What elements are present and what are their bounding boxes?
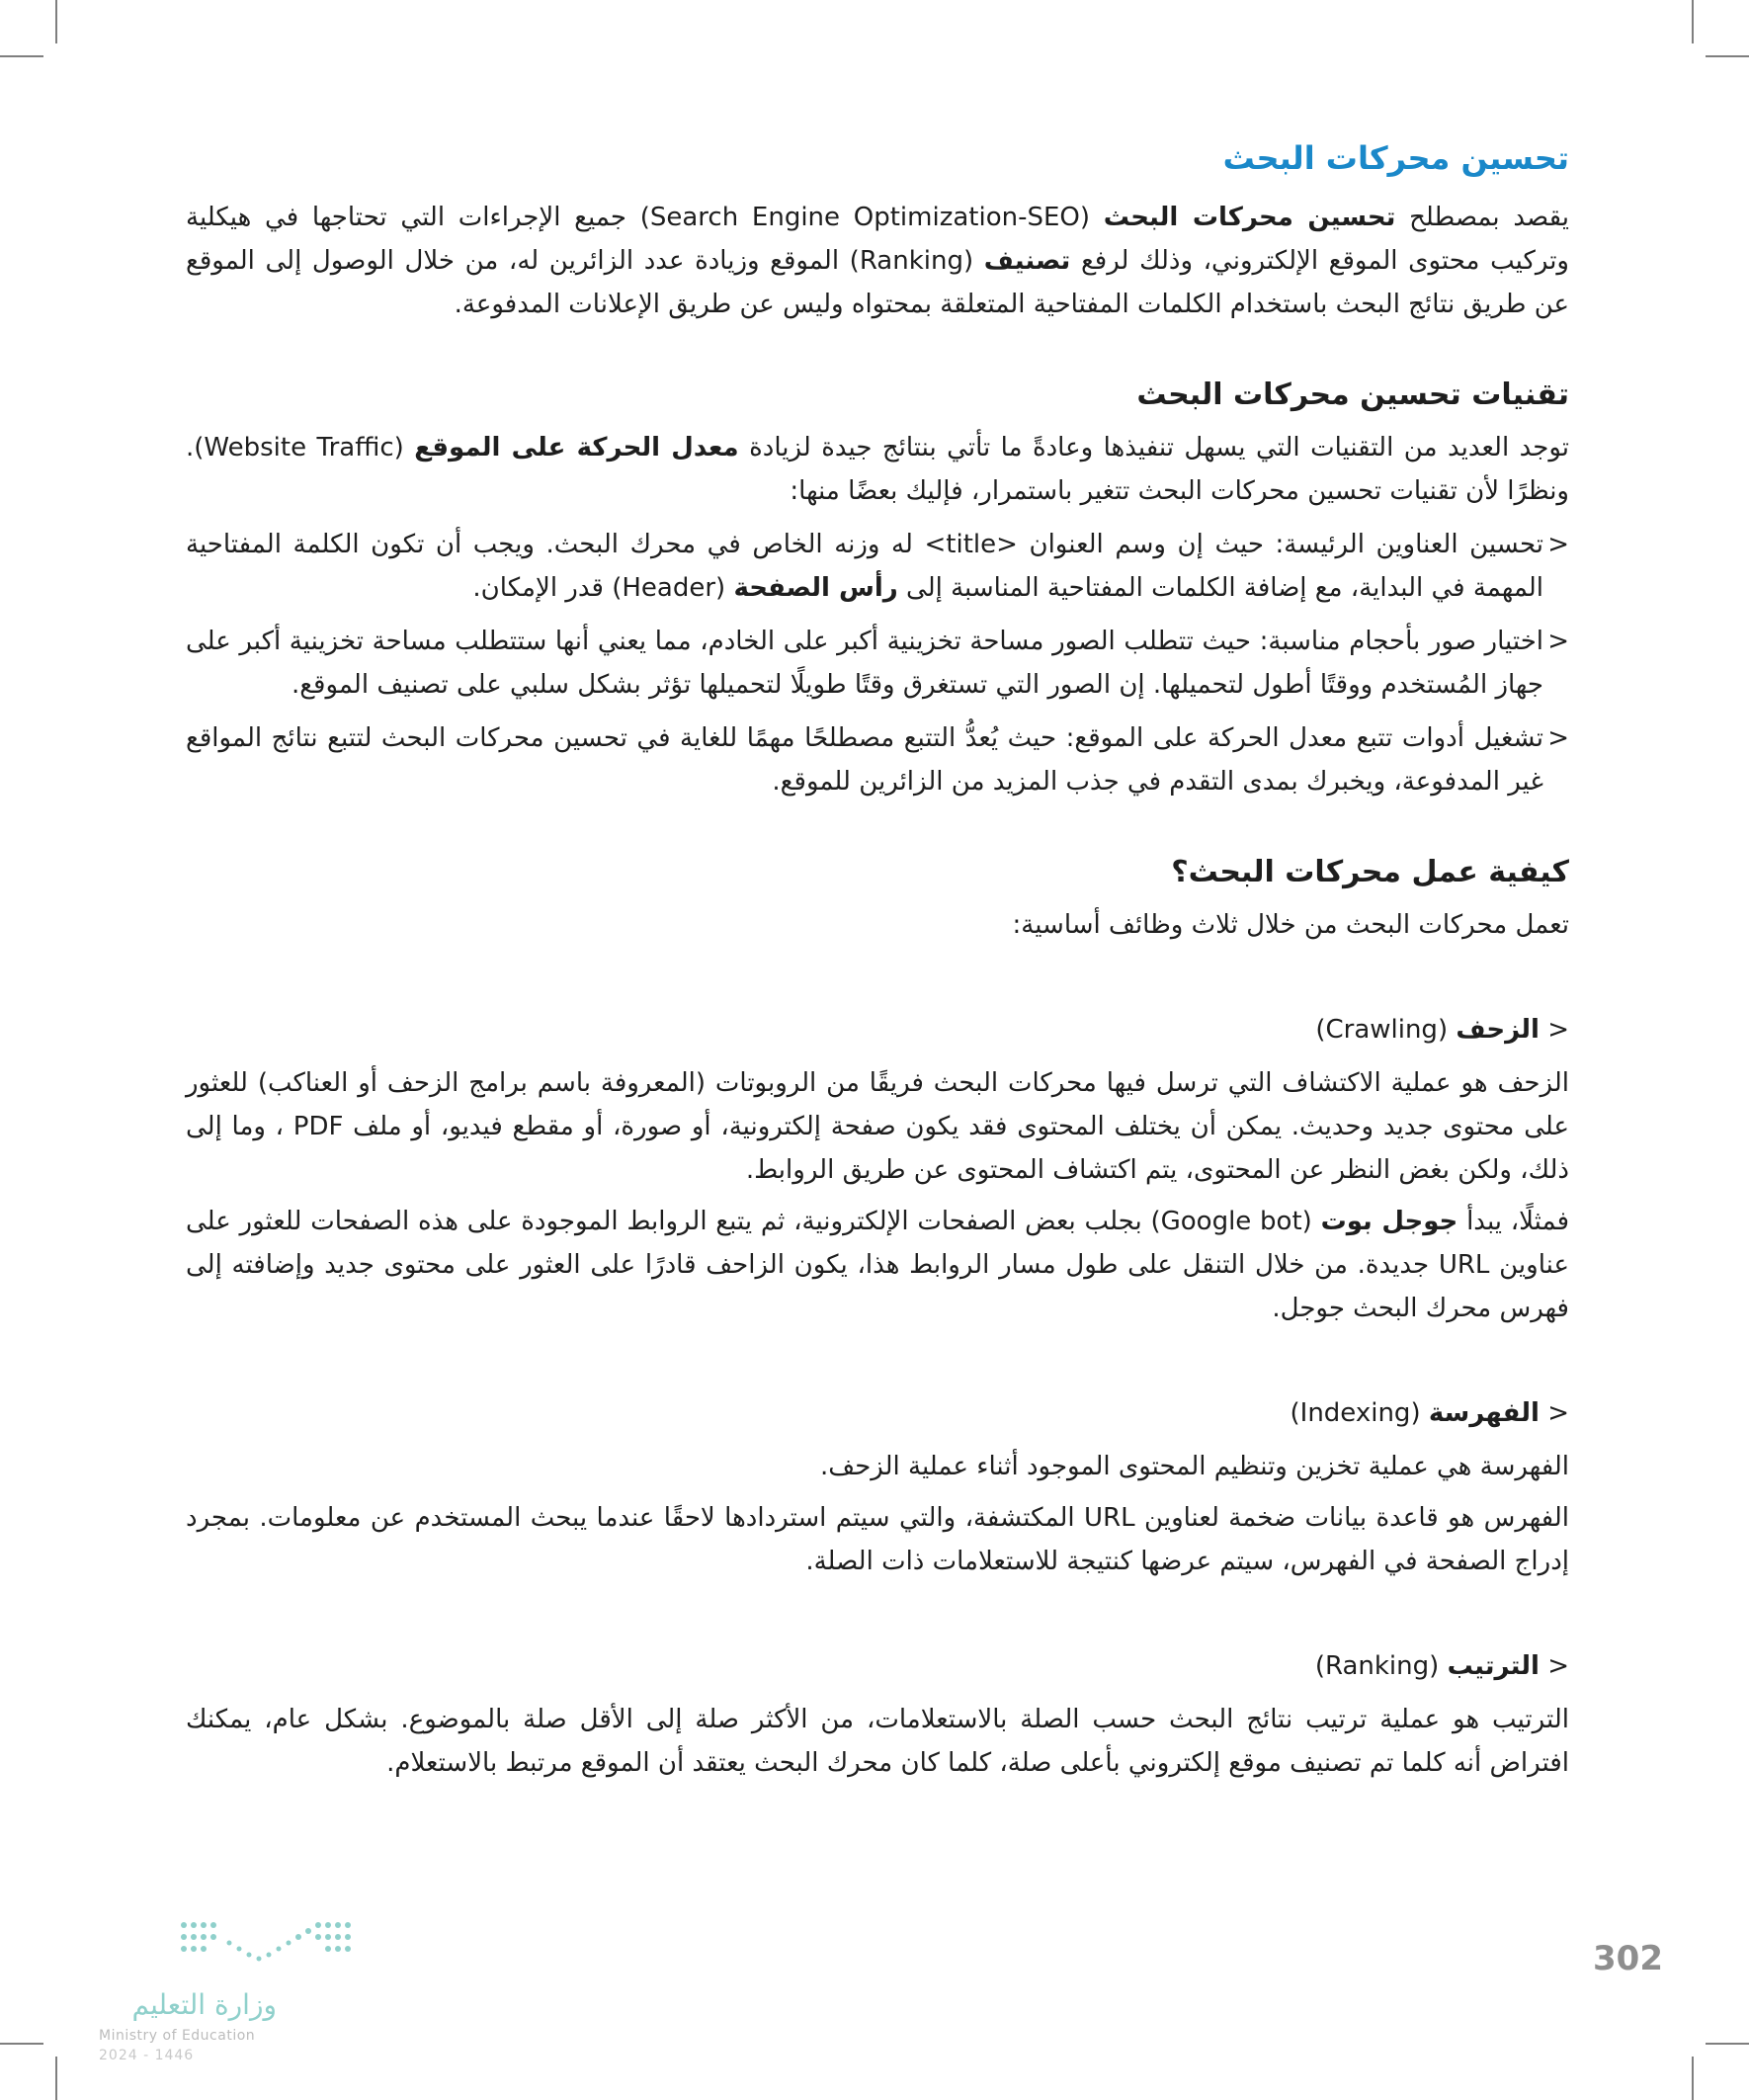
logo-year: 2024 - 1446 (99, 2048, 195, 2063)
bullet-item (186, 620, 1569, 707)
ranking-paragraph: الترتيب هو عملية ترتيب نتائج البحث حسب الصلة بالاستعلامات، من الأكثر صلة إلى الأقل صلة بالموضوع. بشكل عام، يمكنك افتراض أنه كلما تم تصنيف موقع إلكتروني بأعلى صلة، كلما كان محرك البحث يعتقد أن الموقع مرتبط بالاستعلام. (186, 1704, 1569, 1778)
crawling-example (186, 1200, 1569, 1330)
text: (Ranking) الموقع وزيادة عدد الزائرين له، من خلال الوصول إلى الموقع عن طريق نتائج البحث باستخدام الكلمات المفتاحية المتعلقة بمحتواه وليس عن طريق الإعلانات المدفوعة. (186, 245, 1569, 319)
bullet-marker: < (1547, 1397, 1569, 1428)
page-number: 302 (1593, 1939, 1663, 1978)
logo-english-text: Ministry of Education (99, 2028, 256, 2044)
term-crawling (186, 1008, 1569, 1051)
bullet-marker: < (1547, 626, 1569, 656)
text: (Website Traffic). ونظرًا لأن تقنيات تحسين محركات البحث تتغير باستمرار، فإليك بعضًا منها: (186, 432, 1569, 506)
text: اختيار صور بأحجام مناسبة: حيث تتطلب الصور مساحة تخزينية أكبر على الخادم، مما يعني أنها ستتطلب مساحة تخزينية أكبر على جهاز المُستخدم ووقتًا أطول لتحميلها. إن الصور التي تستغرق وقتًا طويلًا لتحميلها تؤثر بشكل سلبي على تصنيف الموقع. (186, 626, 1543, 700)
howto-intro: تعمل محركات البحث من خلال ثلاث وظائف أساسية: (1012, 909, 1569, 940)
page-content (186, 138, 1569, 1793)
indexing-paragraph-2: الفهرس هو قاعدة بيانات ضخمة لعناوين URL المكتشفة، والتي سيتم استردادها لاحقًا عندما يبحث المستخدم عن معلومات. بمجرد إدراج الصفحة في الفهرس، سيتم عرضها كنتيجة للاستعلامات ذات الصلة. (186, 1502, 1569, 1576)
text: (Header) قدر الإمكان. (472, 572, 734, 603)
bullet-marker: < (1547, 1014, 1569, 1045)
howto-heading: كيفية عمل محركات البحث؟ (1171, 854, 1569, 889)
text: تشغيل أدوات تتبع معدل الحركة على الموقع: حيث يُعدُّ التتبع مصطلحًا مهمًا للغاية في تحسين محركات البحث لتتبع نتائج المواقع غير المدفوعة، ويخبرك بمدى التقدم في جذب المزيد من الزائرين للموقع. (186, 722, 1543, 797)
indexing-paragraph: الفهرسة هي عملية تخزين وتنظيم المحتوى الموجود أثناء عملية الزحف. (820, 1451, 1569, 1481)
bold-term: تحسين محركات البحث (1103, 202, 1396, 232)
text: (Search Engine Optimization-SEO) جميع الإجراءات التي تحتاجها في هيكلية وتركيب محتوى الموقع الإلكتروني، وذلك لرفع (186, 202, 1569, 276)
intro-paragraph (186, 196, 1569, 326)
term-english: (Crawling) (1315, 1014, 1457, 1045)
text: تحسين العناوين الرئيسة: حيث إن وسم العنوان <title> له وزنه الخاص في محرك البحث. ويجب أن تكون الكلمة المفتاحية المهمة في البداية، مع إضافة الكلمات المفتاحية المناسبة إلى (186, 529, 1543, 603)
term-label: الزحف (1456, 1014, 1540, 1045)
crop-mark (1692, 0, 1694, 43)
term-english: (Ranking) (1314, 1650, 1448, 1681)
logo-arabic-text: وزارة التعليم (131, 1988, 277, 2021)
text: فمثلًا، يبدأ (1458, 1206, 1569, 1236)
bullet-marker: < (1547, 529, 1569, 559)
term-english: (Indexing) (1290, 1397, 1429, 1428)
bold-term: جوجل بوت (1320, 1206, 1458, 1236)
techniques-heading: تقنيات تحسين محركات البحث (1136, 377, 1569, 412)
crawling-paragraph: الزحف هو عملية الاكتشاف التي ترسل فيها محركات البحث فريقًا من الروبوتات (المعروفة باسم برامج الزحف أو العناكب) للعثور على محتوى جديد وحديث. يمكن أن يختلف المحتوى فقد يكون صفحة إلكترونية، أو صورة، أو مقطع فيديو، أو ملف PDF ، وما إلى ذلك، ولكن بغض النظر عن المحتوى، يتم اكتشاف المحتوى عن طريق الروابط. (186, 1067, 1570, 1185)
term-label: الفهرسة (1428, 1397, 1540, 1428)
bold-term: تصنيف (983, 245, 1071, 276)
text: توجد العديد من التقنيات التي يسهل تنفيذها وعادةً ما تأتي بنتائج جيدة لزيادة (738, 432, 1570, 462)
logo-dots-icon (178, 1917, 356, 1973)
techniques-paragraph (186, 426, 1569, 513)
crop-mark (55, 2057, 57, 2100)
crop-mark (1706, 2043, 1749, 2045)
bold-term: رأس الصفحة (733, 572, 898, 603)
crop-mark (55, 0, 57, 43)
crop-mark (1692, 2057, 1694, 2100)
text: يقصد بمصطلح (1395, 202, 1569, 232)
bullet-marker: < (1547, 1650, 1569, 1681)
crop-mark (0, 55, 43, 57)
term-indexing (186, 1391, 1569, 1435)
bullet-item (186, 716, 1569, 803)
text: (Google bot) بجلب بعض الصفحات الإلكترونية، ثم يتبع الروابط الموجودة على هذه الصفحات للعثور على عناوين URL جديدة. من خلال التنقل على طول مسار الروابط هذا، يكون الزاحف قادرًا على العثور على محتوى جديد وإضافته إلى فهرس محرك البحث جوجل. (186, 1206, 1569, 1323)
bullet-item (186, 523, 1569, 610)
ministry-logo (99, 1917, 356, 2063)
bold-term: معدل الحركة على الموقع (414, 432, 739, 462)
crop-mark (1706, 55, 1749, 57)
crop-mark (0, 2043, 43, 2045)
term-label: الترتيب (1447, 1650, 1540, 1681)
bullet-marker: < (1547, 722, 1569, 753)
term-ranking (186, 1644, 1569, 1688)
section-title: تحسين محركات البحث (1222, 139, 1569, 177)
